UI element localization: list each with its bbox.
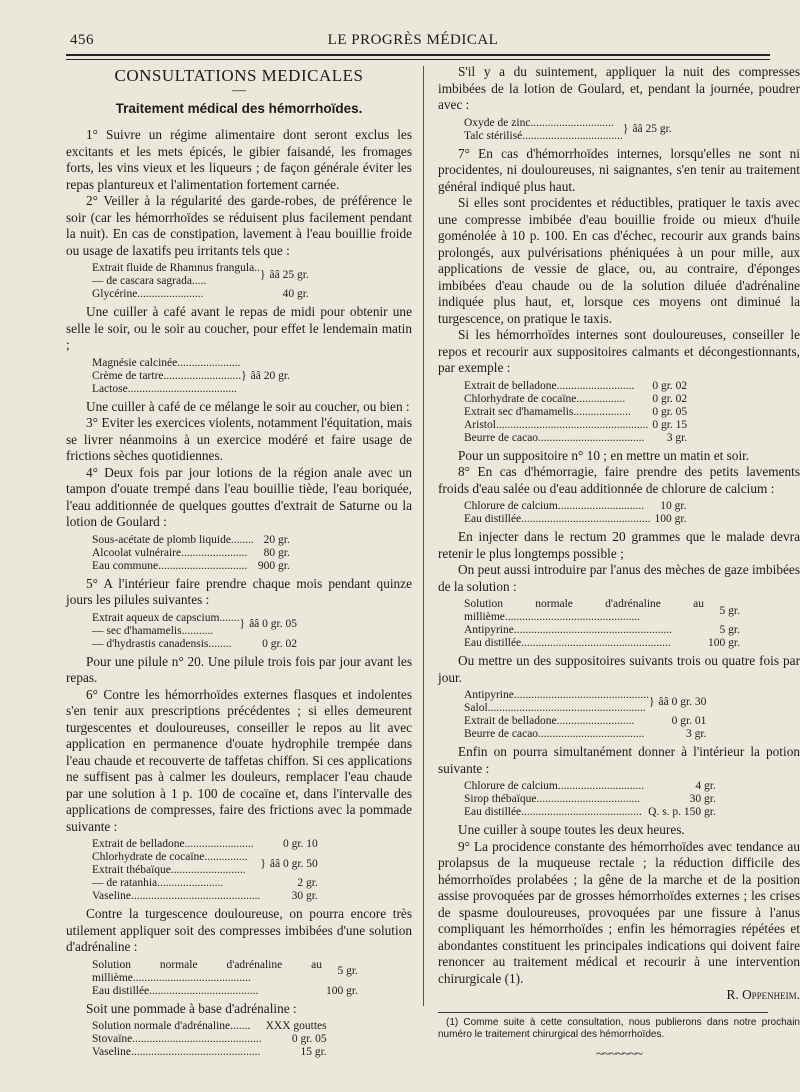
paragraph: Si elles sont procidentes et réductibles, pratiquer le taxis avec une compresse imbibée d'eau bouillie froide ou mieux d'huile goménolée à 10 p. 100. En cas d'échec, recourir aux grands bains prolongés, aux pulvérisations phéniquées à un pour mille, aux applications de vessie de glace, ou, au contraire, d'éponges imbibées d'eau chaude ou de la solution diluée d'adrénaline indiquée plus haut, et, lorsque ces moyens ont diminué la turgescence, on pratique le taxis.	[438, 195, 800, 326]
rx-ingredient: — sec d'hamamelis...........	[92, 624, 214, 637]
rx-ingredient: Lactose......................................	[92, 382, 238, 395]
rx-ingredient: Extrait aqueux de capscium.......	[92, 611, 240, 624]
rx-quantity: 100 gr.	[708, 637, 740, 649]
paragraph: Contre la turgescence douloureuse, on pourra encore très utilement appliquer soit des compresses imbibées d'une solution d'adrénaline :	[66, 906, 412, 954]
rx-ingredient: Antipyrine...............................................	[464, 689, 649, 701]
rx-ingredient: Extrait thébaïque..........................	[92, 864, 246, 876]
rx-ingredient: Vaseline.............................................	[92, 1046, 261, 1058]
rx-ingredient: Solution normale d'adrénaline au millième.........................................	[92, 958, 322, 984]
left-column	[66, 64, 412, 1062]
rx-ingredient: Crème de tartre...........................	[92, 369, 242, 382]
rx-ingredient: Eau distillée......................................	[92, 984, 259, 997]
prescription	[92, 262, 412, 301]
rx-ingredient: Extrait de belladone...........................	[464, 715, 635, 727]
paragraph: 1° Suivre un régime alimentaire dont seront exclus les excitants et les mets épicés, le gibier faisandé, les fromages forts, les vins vieux et les liqueurs ; de façon générale éviter les repas plantureux et l'alimentation fortement carnée.	[66, 127, 412, 192]
paragraph: Soit une pommade à base d'adrénaline :	[86, 1000, 297, 1016]
rx-quantity: ââ 0 gr. 05	[249, 618, 297, 630]
rx-quantity: 0 gr. 05	[291, 1033, 327, 1045]
rx-quantity: 0 gr. 02	[262, 637, 297, 650]
paragraph: Si les hémorrhoïdes internes sont douloureuses, conseiller le repos et recourir aux suppositoires calmants et décongestionnants, par exemple :	[438, 327, 800, 375]
prescription	[464, 380, 800, 445]
brace: }	[648, 695, 655, 708]
brace: }	[260, 857, 266, 870]
column-divider	[423, 66, 424, 1006]
rx-ingredient: Solution normale d'adrénaline au millième...............................................	[464, 598, 704, 623]
rx-quantity: 2 gr.	[297, 877, 318, 889]
rx-quantity: 100 gr.	[654, 513, 687, 525]
paragraph: Une cuiller à café avant le repas de midi pour obtenir une selle le soir, ou le soir au coucher, pour effet le lendemain matin ;	[66, 304, 412, 352]
paragraph: Pour une pilule n° 20. Une pilule trois fois par jour avant les repas.	[66, 653, 412, 685]
rx-quantity: Q. s. p. 150 gr.	[648, 806, 716, 818]
rx-quantity: 80 gr.	[263, 546, 290, 559]
paragraph: En injecter dans le rectum 20 grammes que le malade devra retenir le plus longtemps possible ;	[438, 529, 800, 561]
rx-quantity: 40 gr.	[282, 288, 309, 300]
rx-ingredient: Extrait sec d'hamamelis....................	[464, 405, 631, 418]
rx-ingredient: Magnésie calcinée......................	[92, 356, 241, 369]
journal-title: LE PROGRÈS MÉDICAL	[327, 32, 499, 48]
rx-ingredient: Chlorhydrate de cocaïne.................	[464, 392, 626, 405]
article-subtitle: Traitement médical des hémorrhoïdes.	[115, 100, 363, 116]
header-rule	[66, 54, 770, 56]
page-header	[56, 28, 770, 50]
rx-ingredient: Eau distillée....................................................	[464, 637, 671, 649]
rx-quantity: ââ 20 gr.	[250, 369, 290, 382]
rx-ingredient: — de ratanhia.......................	[92, 877, 224, 889]
rx-quantity: 3 gr.	[685, 728, 707, 740]
prescription	[92, 838, 412, 903]
rx-quantity: 4 gr.	[695, 780, 716, 792]
rx-ingredient: Beurre de cacao.....................................	[464, 728, 645, 740]
prescription	[464, 598, 800, 650]
paragraph: 4° Deux fois par jour lotions de la région anale avec un tampon d'ouate trempé dans l'eau bouillie tiède, l'eau boriquée, l'eau additionnée de quelques gouttes d'extrait de Saturne ou la lotion de Goulard :	[66, 464, 412, 529]
rx-quantity: 100 gr.	[326, 984, 358, 997]
prescription	[92, 534, 412, 573]
prescription	[464, 689, 800, 741]
rx-quantity: ââ 0 gr. 50	[269, 857, 318, 870]
rx-quantity: 5 gr.	[719, 604, 740, 617]
paragraph: Ou mettre un des suppositoires suivants trois ou quatre fois par jour.	[438, 653, 800, 685]
paragraph: Une cuiller à café de ce mélange le soir au coucher, ou bien :	[86, 398, 410, 414]
rx-ingredient: Sirop thébaïque....................................	[464, 793, 640, 805]
footnote-rule	[438, 1012, 768, 1013]
rx-ingredient: Sous-acétate de plomb liquide........	[92, 533, 254, 546]
rx-ingredient: Aristol.....................................................	[464, 418, 649, 431]
rx-quantity: ââ 0 gr. 30	[658, 695, 707, 708]
rx-ingredient: Extrait de belladone...........................	[464, 379, 635, 392]
paragraph: S'il y a du suintement, appliquer la nuit des compresses imbibées de la lotion de Goulard, et, pendant la journée, poudrer avec :	[438, 64, 800, 112]
rx-quantity: ââ 25 gr.	[269, 268, 309, 281]
rx-quantity: ââ 25 gr.	[632, 123, 672, 135]
prescription	[92, 1020, 412, 1059]
footnote: (1) Comme suite à cette consultation, nous publierons dans notre prochain numéro le traitement chirurgical des hémorrhoïdes.	[438, 1016, 800, 1040]
rx-quantity: 30 gr.	[689, 793, 716, 805]
page-number: 456	[70, 32, 94, 48]
rx-ingredient: Solution normale d'adrénaline.......	[92, 1020, 251, 1032]
brace: }	[239, 618, 246, 630]
rx-ingredient: Glycérine.......................	[92, 288, 204, 300]
rx-ingredient: — d'hydrastis canadensis........	[92, 637, 232, 650]
header-rule-thin	[66, 59, 770, 60]
rx-ingredient: Alcoolat vulnéraire.......................	[92, 546, 248, 559]
paragraph: Enfin on pourra simultanément donner à l'intérieur la potion suivante :	[438, 744, 800, 776]
rx-quantity: 30 gr.	[291, 890, 318, 902]
end-flourish: ~~~~~~~	[595, 1046, 643, 1062]
prescription	[464, 500, 800, 526]
rx-quantity: 0 gr. 01	[671, 715, 707, 727]
title-dash: —	[232, 82, 246, 98]
rx-ingredient: Stovaïne.............................................	[92, 1033, 262, 1045]
rx-quantity: 900 gr.	[257, 559, 290, 572]
paragraph: 2° Veiller à la régularité des garde-robes, de préférence le soir (car les hémorrhoïdes se réduisent plus facilement pendant la nuit). En cas de constipation, lavement à l'eau bouillie froide ou usage de laxatifs peu irritants tels que :	[66, 193, 412, 258]
rx-quantity: 5 gr.	[719, 624, 740, 636]
rx-quantity: 0 gr. 02	[652, 379, 688, 392]
rx-ingredient: Oxyde de zinc.............................	[464, 116, 614, 129]
rx-quantity: XXX gouttes	[265, 1020, 327, 1032]
rx-ingredient: Chlorure de calcium..............................	[464, 500, 645, 512]
rx-quantity: 3 gr.	[666, 431, 688, 444]
prescription	[464, 780, 800, 819]
rx-ingredient: Extrait de belladone........................	[92, 838, 254, 850]
rx-ingredient: Extrait fluide de Rhamnus frangula..	[92, 262, 260, 274]
prescription	[92, 612, 412, 651]
rx-quantity: 0 gr. 15	[652, 418, 688, 431]
rx-ingredient: Beurre de cacao.....................................	[464, 431, 645, 444]
paragraph: 9° La procidence constante des hémorrhoïdes avec tendance au prolapsus de la muqueuse rectale ; la réduction difficile des hémorrhoïdes prolabées ; la gêne de la marche et de la position assise provoquées par de grosses hémorrhoïdes externes ; les crises de spasme douloureuses, provoquées par une fissure à l'anus compliquant les hémorrhoïdes ; enfin les hémorragies répétées et abondantes constituent les principales indications qui doivent faire renoncer au traitement médical et recourir à une intervention chirurgicale (1).	[438, 838, 800, 986]
rx-quantity: 0 gr. 10	[282, 838, 318, 850]
rx-ingredient: Salol.......................................................	[464, 702, 646, 714]
article-columns	[66, 64, 800, 1074]
rx-quantity: 20 gr.	[263, 533, 290, 546]
brace: }	[241, 369, 247, 382]
paragraph: 6° Contre les hémorrhoïdes externes flasques et indolentes s'en tenir aux prescriptions précédentes ; si elles demeurent turgescentes et douloureuses, conseiller le repos au lit avec application en permanence d'ouate hydrophile trempée dans l'eau chaude et recouverte de taffetas chiffon. Si ces applications ne suffisent pas à calmer les douleurs, remplacer l'eau chaude par une solution à 1 p. 100 de cocaïne et, dans l'intervalle des applications de compresses, faire des frictions avec la pommade suivante :	[66, 686, 412, 834]
rx-quantity: 15 gr.	[300, 1046, 327, 1058]
rx-ingredient: Chlorhydrate de cocaïne...............	[92, 851, 248, 863]
right-column	[438, 64, 800, 1063]
prescription	[92, 357, 412, 396]
rx-ingredient: Eau distillée..........................................	[464, 806, 642, 818]
paragraph: On peut aussi introduire par l'anus des mèches de gaze imbibées de la solution :	[438, 562, 800, 594]
rx-ingredient: Eau distillée.............................................	[464, 513, 651, 525]
rx-ingredient: Talc stérilisé...................................	[464, 129, 623, 142]
prescription	[92, 959, 412, 998]
paragraph: Pour un suppositoire n° 10 ; en mettre un matin et soir.	[458, 447, 750, 463]
paragraph: 7° En cas d'hémorrhoïdes internes, lorsqu'elles ne sont ni procidentes, ni douloureuses, ni saignantes, s'en tenir au traitement général indiqué plus haut.	[438, 145, 800, 194]
rx-quantity: 10 gr.	[660, 500, 687, 512]
brace: }	[259, 268, 266, 281]
paragraph: 8° En cas d'hémorragie, faire prendre des petits lavements froids d'eau salée ou d'eau additionnée de chlorure de calcium :	[438, 464, 800, 496]
rx-ingredient: Chlorure de calcium..............................	[464, 780, 645, 792]
rx-quantity: 5 gr.	[337, 965, 358, 977]
rx-ingredient: Eau commune...............................	[92, 559, 248, 572]
rx-quantity: 0 gr. 02	[652, 392, 688, 405]
rx-ingredient: Vaseline.............................................	[92, 890, 261, 902]
article-title: CONSULTATIONS MEDICALES	[114, 66, 364, 85]
rx-ingredient: — de cascara sagrada.....	[92, 275, 207, 287]
prescription	[464, 117, 800, 143]
paragraph: 3° Eviter les exercices violents, notamment l'équitation, mais se livrer néanmoins à un exercice modéré et faire usage de frictions sèches quotidiennes.	[66, 415, 412, 463]
brace: }	[622, 123, 629, 135]
author-signature: R. Oppenheim.	[726, 987, 800, 1002]
paragraph: Une cuiller à soupe toutes les deux heures.	[458, 822, 685, 837]
paragraph: 5° A l'intérieur faire prendre chaque mois pendant quinze jours les pilules suivantes :	[66, 575, 412, 607]
rx-ingredient: Antipyrine.......................................................	[464, 624, 672, 636]
rx-quantity: 0 gr. 05	[652, 405, 688, 418]
